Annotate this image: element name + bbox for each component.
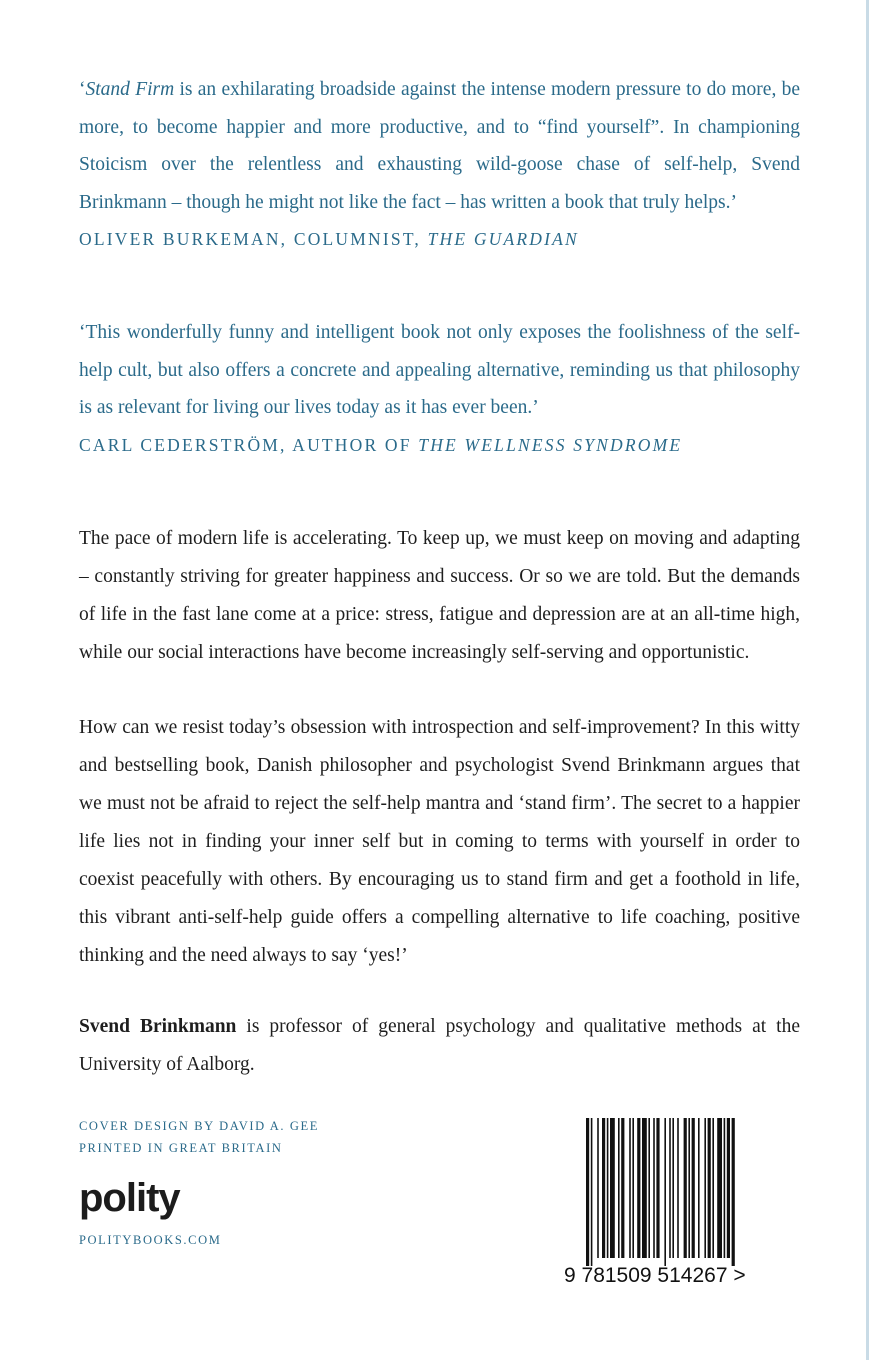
polity-logo: polity (79, 1176, 180, 1220)
barcode-bar (597, 1118, 599, 1258)
barcode-bar (672, 1118, 674, 1258)
author-bio (79, 1008, 800, 1084)
barcode-bar (664, 1118, 666, 1266)
quote-2-text: ‘This wonderfully funny and intelligent book not only exposes the foolishness of the self-help cult, but also offers a concrete and appealing alternative, reminding us that philosophy is as relevant for living our lives today as it has ever been.’ (79, 322, 800, 418)
barcode-bar (642, 1118, 647, 1258)
barcode-bar (712, 1118, 714, 1258)
barcode-bar (656, 1118, 659, 1258)
quote-1-source: THE GUARDIAN (427, 229, 579, 249)
barcode-bar (591, 1118, 593, 1266)
barcode-bar (637, 1118, 640, 1258)
barcode-bar (632, 1118, 634, 1258)
author-name: Svend Brinkmann (79, 1016, 237, 1037)
barcode-bar (684, 1118, 687, 1258)
barcode-bar (692, 1118, 695, 1258)
quote-2-attribution: CARL CEDERSTRÖM, AUTHOR OF THE WELLNESS SYNDROME (79, 434, 683, 455)
barcode-bar (732, 1118, 735, 1266)
quote-1-attribution: OLIVER BURKEMAN, COLUMNIST, THE GUARDIAN (79, 229, 579, 249)
barcode-bar (618, 1118, 620, 1258)
barcode-bar (704, 1118, 706, 1258)
barcode-bar (610, 1118, 615, 1258)
blurb-paragraph-1 (79, 520, 800, 672)
review-quote-2 (79, 314, 800, 456)
barcode-bar (698, 1118, 700, 1258)
author-bio-text: Svend Brinkmann is professor of general psychology and qualitative methods at the University of Aalborg. (79, 1016, 800, 1075)
barcode-bar (688, 1118, 690, 1258)
barcode-bar (653, 1118, 655, 1258)
printed-credit: PRINTED IN GREAT BRITAIN (79, 1141, 283, 1155)
credits (79, 1115, 319, 1159)
barcode-digits: 9 781509 514267 > (564, 1264, 746, 1287)
quote-2-source: THE WELLNESS SYNDROME (418, 434, 683, 455)
blurb-paragraph-2 (79, 709, 800, 975)
review-quote-1 (79, 71, 800, 250)
barcode-bar (648, 1118, 650, 1258)
barcode-bar (621, 1118, 624, 1258)
publisher-website: POLITYBOOKS.COM (79, 1233, 222, 1247)
isbn-barcode (564, 1116, 788, 1291)
blurb-paragraph-2-text: How can we resist today’s obsession with introspection and self-improvement? In this witty and bestselling book, Danish philosopher and psychologist Svend Brinkmann argues that we must not be afraid to reject the self-help mantra and ‘stand firm’. The secret to a happier life lies not in finding your inner self but in coming to terms with yourself in order to coexist peacefully with others. By encouraging us to stand firm and get a foothold in life, this vibrant anti-self-help guide offers a compelling alternative to life coaching, positive thinking and the need always to say ‘yes!’ (79, 717, 800, 966)
quote-1-book-title: Stand Firm (85, 79, 175, 100)
barcode-bar (677, 1118, 679, 1258)
cover-design-credit: COVER DESIGN BY DAVID A. GEE (79, 1119, 319, 1133)
barcode-bar (727, 1118, 730, 1258)
barcode-bar (724, 1118, 726, 1258)
barcode-bar (717, 1118, 722, 1258)
barcode-bar (708, 1118, 711, 1258)
barcode-bars (564, 1116, 788, 1266)
barcode-bar (586, 1118, 589, 1266)
barcode-bar (602, 1118, 605, 1258)
blurb-paragraph-1-text: The pace of modern life is accelerating. To keep up, we must keep on moving and adapting – constantly striving for greater happiness and success. Or so we are told. But the demands of life in the fast lane come at a price: stress, fatigue and depression are at an all-time high, while our social interactions have become increasingly self-serving and opportunistic. (79, 528, 800, 663)
quote-1-text: ‘Stand Firm is an exhilarating broadside against the intense modern pressure to do more, be more, to become happier and more productive, and to “find yourself”. In championing Stoicism over the relentless and exhausting wild-goose chase of self-help, Svend Brinkmann – though he might not like the fact – has written a book that truly helps.’ (79, 79, 800, 213)
barcode-bar (669, 1118, 671, 1258)
barcode-bar (607, 1118, 609, 1258)
barcode-bar (629, 1118, 631, 1258)
